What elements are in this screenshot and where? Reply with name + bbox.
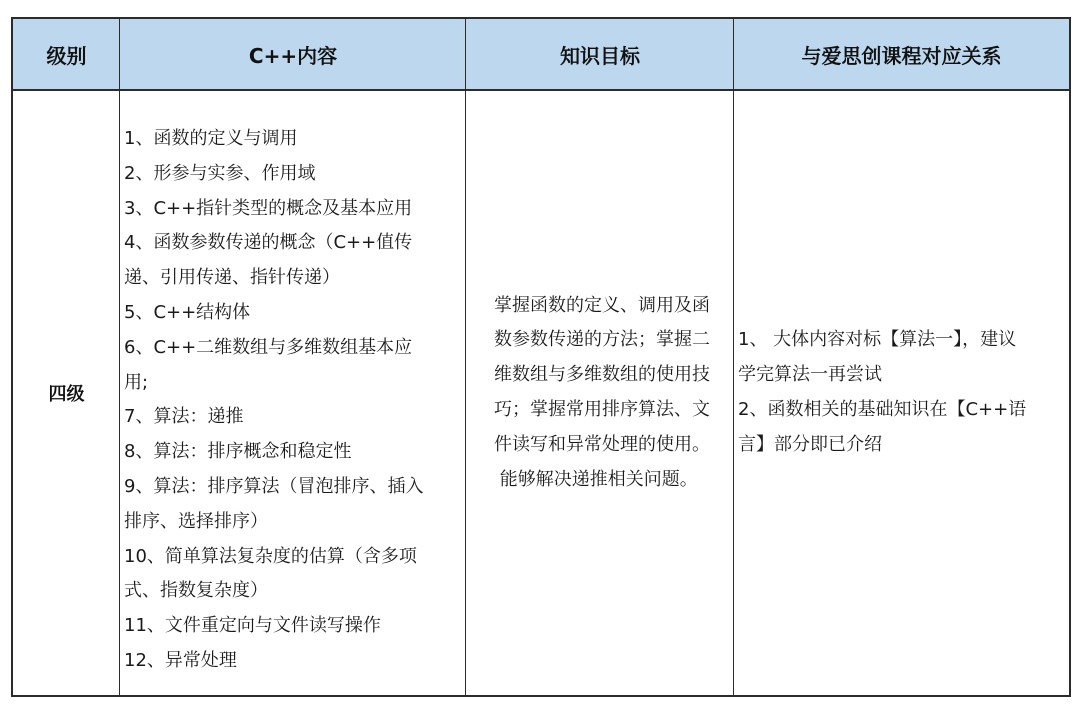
relation-cell <box>734 91 1069 695</box>
content-item: 7、算法：递推 <box>124 406 244 428</box>
relation-line: 学完算法一再尝试 <box>738 364 882 386</box>
content-item: 6、C++二维数组与多维数组基本应 <box>124 336 413 358</box>
content-cell <box>120 91 466 695</box>
header-level: 级别 <box>46 43 87 68</box>
content-item: 2、形参与实参、作用域 <box>124 162 316 184</box>
curriculum-table <box>11 17 1071 697</box>
content-item: 式、指数复杂度） <box>124 580 268 602</box>
header-content: C++内容 <box>248 43 338 68</box>
goal-line: 能够解决递推相关问题。 <box>494 468 698 490</box>
relation-line: 1、 大体内容对标【算法一】，建议 <box>738 329 1017 351</box>
content-item: 3、C++指针类型的概念及基本应用 <box>124 197 413 219</box>
table-header-row <box>13 19 1069 91</box>
level-label: 四级 <box>48 384 85 405</box>
relation-line: 言】部分即已介绍 <box>738 433 882 455</box>
relation-line: 2、函数相关的基础知识在【C++语 <box>738 399 1027 420</box>
goal-cell <box>466 91 734 695</box>
header-goal: 知识目标 <box>560 43 640 68</box>
content-item: 12、异常处理 <box>124 649 237 671</box>
content-item: 排序、选择排序） <box>124 510 268 532</box>
content-item: 递、引用传递、指针传递） <box>124 267 340 289</box>
goal-line: 掌握函数的定义、调用及函 <box>494 294 710 316</box>
goal-line: 数参数传递的方法；掌握二 <box>494 329 710 351</box>
content-item: 5、C++结构体 <box>124 301 251 323</box>
content-item: 8、算法：排序概念和稳定性 <box>124 441 352 463</box>
content-item: 4、函数参数传递的概念（C++值传 <box>124 232 413 254</box>
content-item: 1、函数的定义与调用 <box>124 128 298 149</box>
goal-line: 维数组与多维数组的使用技 <box>494 364 710 386</box>
header-relation: 与爱思创课程对应关系 <box>801 43 1002 68</box>
content-item: 9、算法：排序算法（冒泡排序、插入 <box>124 475 424 497</box>
content-item: 10、简单算法复杂度的估算（含多项 <box>124 545 417 567</box>
table-row-level-cell <box>13 91 120 695</box>
content-item: 11、文件重定向与文件读写操作 <box>124 615 381 637</box>
goal-line: 件读写和异常处理的使用。 <box>494 433 710 455</box>
goal-line: 巧；掌握常用排序算法、文 <box>494 399 710 420</box>
content-item: 用; <box>124 371 149 393</box>
